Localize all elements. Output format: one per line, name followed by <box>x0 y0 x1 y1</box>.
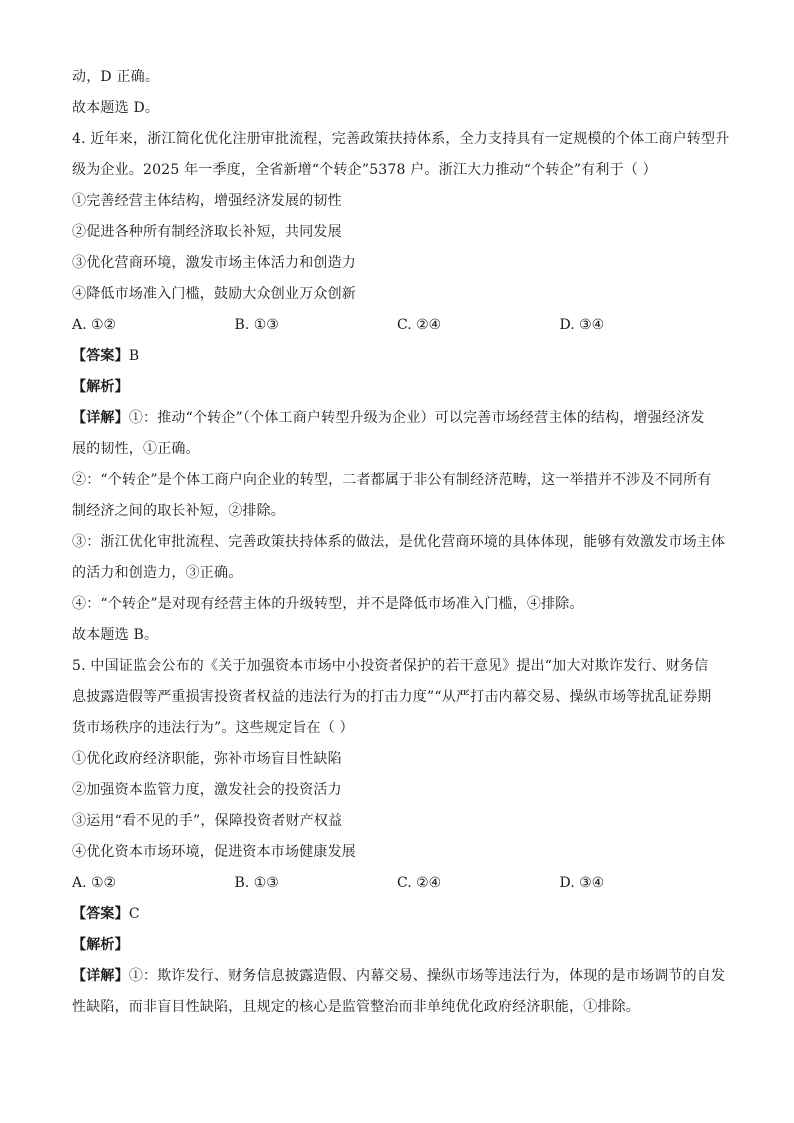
option-c: C. ②④ <box>397 317 442 333</box>
detail-line: 性缺陷，而非盲目性缺陷，且规定的核心是监管整治而非单纯优化政府经济职能，①排除。 <box>72 999 640 1015</box>
option-d: D. ③④ <box>559 875 605 891</box>
detail-line: ④：“个转企”是对现有经营主体的升级转型，并不是降低市场准入门槛，④排除。 <box>72 596 584 612</box>
detail-text: ①：推动“个转企”（个体工商户转型升级为企业）可以完善市场经营主体的结构，增强经济发 <box>128 410 705 426</box>
question-stem-line: 4. 近年来，浙江简化优化注册审批流程，完善政策扶持体系，全力支持具有一定规模的个体工商户转型升 <box>72 131 730 147</box>
answer-line <box>72 899 722 930</box>
detail-line: 制经济之间的取长补短，②排除。 <box>72 503 285 519</box>
conclusion-line: 故本题选 B。 <box>72 627 159 643</box>
question-stem-line: 级为企业。2025 年一季度，全省新增“个转企”5378 户。浙江大力推动“个转企”有利于（ ） <box>72 162 657 178</box>
option-c: C. ②④ <box>397 875 442 891</box>
question-5 <box>72 651 726 1023</box>
statement-item: ③运用“看不见的手”，保障投资者财产权益 <box>72 813 343 829</box>
statement-item: ①完善经营主体结构，增强经济发展的韧性 <box>72 193 342 209</box>
detail-line: ③：浙江优化审批流程、完善政策扶持体系的做法，是优化营商环境的具体体现，能够有效激发市场主体 <box>72 534 726 550</box>
answer-tag: 【答案】 <box>72 348 129 364</box>
answer-tag: 【答案】 <box>72 906 129 922</box>
answer-value: C <box>128 906 140 922</box>
option-b: B. ①③ <box>234 875 279 891</box>
statement-item: ①优化政府经济职能，弥补市场盲目性缺陷 <box>72 751 342 767</box>
detail-line <box>72 961 726 992</box>
detail-tag: 【详解】 <box>72 410 129 426</box>
answer-options <box>72 868 722 899</box>
statement-item: ④降低市场准入门槛，鼓励大众创业万众创新 <box>72 286 356 302</box>
option-a: A. ①② <box>72 317 117 333</box>
detail-line: ②：“个转企”是个体工商户向企业的转型，二者都属于非公有制经济范畴，这一举措并不涉及不同所有 <box>72 472 712 488</box>
analysis-tag: 【解析】 <box>72 937 129 953</box>
option-d: D. ③④ <box>559 317 605 333</box>
answer-value: B <box>128 348 140 364</box>
option-b: B. ①③ <box>234 317 279 333</box>
question-stem-line: 5. 中国证监会公布的《关于加强资本市场中小投资者保护的若干意见》提出“加大对欺诈发行、财务信 <box>72 658 709 674</box>
detail-line: 展的韧性，①正确。 <box>72 441 200 457</box>
detail-line: 的活力和创造力，③正确。 <box>72 565 243 581</box>
answer-options <box>72 310 722 341</box>
statement-item: ②促进各种所有制经济取长补短，共同发展 <box>72 224 342 240</box>
question-stem-line: 息披露造假等严重损害投资者权益的违法行为的打击力度”“从严打击内幕交易、操纵市场等扰乱证券期 <box>72 689 712 705</box>
detail-text: ①：欺诈发行、财务信息披露造假、内幕交易、操纵市场等违法行为，体现的是市场调节的自发 <box>128 968 726 984</box>
detail-line <box>72 403 722 434</box>
option-a: A. ①② <box>72 875 117 891</box>
statement-item: ②加强资本监管力度，激发社会的投资活力 <box>72 782 342 798</box>
analysis-line <box>72 372 722 403</box>
question-stem-line: 货市场秩序的违法行为”。这些规定旨在（ ） <box>72 720 354 736</box>
statement-item: ④优化资本市场环境，促进资本市场健康发展 <box>72 844 356 860</box>
statement-item: ③优化营商环境，激发市场主体活力和创造力 <box>72 255 356 271</box>
conclusion-line: 故本题选 D。 <box>72 100 160 116</box>
text-line: 动，D 正确。 <box>72 69 160 85</box>
question-4 <box>72 124 730 651</box>
detail-tag: 【详解】 <box>72 968 129 984</box>
analysis-tag: 【解析】 <box>72 379 129 395</box>
answer-line <box>72 341 722 372</box>
analysis-line <box>72 930 722 961</box>
